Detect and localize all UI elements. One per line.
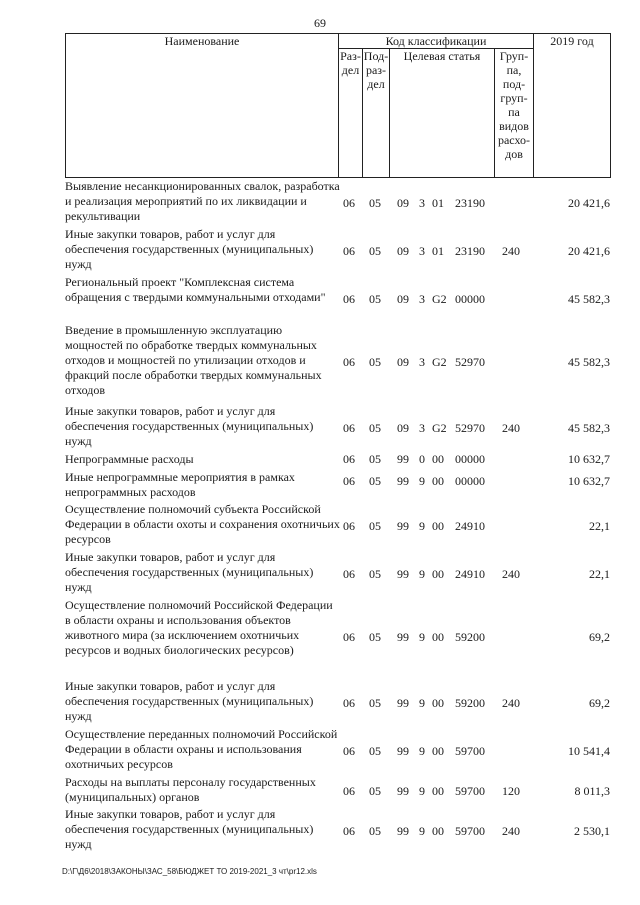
row-razdel: 06 — [343, 519, 355, 533]
header-code-cell — [338, 33, 534, 49]
row-podrazdel: 05 — [369, 630, 381, 644]
row-podrazdel: 05 — [369, 244, 381, 258]
header-group-line: видов — [499, 119, 529, 133]
row-razdel: 06 — [343, 292, 355, 306]
row-amount: 10 632,7 — [568, 474, 610, 488]
header-year-cell — [533, 33, 611, 178]
row-target-subprogram: 9 — [419, 630, 425, 644]
header-razdel-line: Раз- — [340, 49, 361, 63]
row-name: Иные закупки товаров, работ и услуг для обеспечения государственных (муниципальных) нужд — [65, 679, 314, 723]
row-target-event: 00 — [432, 630, 444, 644]
row-target-program: 99 — [397, 744, 409, 758]
header-podrazdel-line: раз- — [365, 63, 387, 77]
row-target-event: 00 — [432, 824, 444, 838]
row-target-event: 01 — [432, 244, 444, 258]
row-target-subprogram: 9 — [419, 474, 425, 488]
table-row — [0, 807, 640, 855]
row-target-direction: 24910 — [455, 519, 485, 533]
page-number: 69 — [314, 16, 326, 30]
row-amount: 22,1 — [589, 567, 610, 581]
table-row — [0, 470, 640, 502]
row-razdel: 06 — [343, 474, 355, 488]
table-row — [0, 275, 640, 323]
row-target-program: 09 — [397, 196, 409, 210]
row-podrazdel: 05 — [369, 196, 381, 210]
row-target-direction: 59200 — [455, 696, 485, 710]
row-target-subprogram: 0 — [419, 452, 425, 466]
row-target-program: 09 — [397, 421, 409, 435]
header-year: 2019 год — [550, 34, 594, 48]
row-amount: 20 421,6 — [568, 244, 610, 258]
header-name: Наименование — [164, 34, 240, 48]
table-row — [0, 775, 640, 807]
row-amount: 45 582,3 — [568, 292, 610, 306]
row-target-program: 99 — [397, 630, 409, 644]
row-amount: 2 530,1 — [574, 824, 610, 838]
row-podrazdel: 05 — [369, 355, 381, 369]
row-razdel: 06 — [343, 567, 355, 581]
row-target-program: 09 — [397, 292, 409, 306]
table-row — [0, 452, 640, 470]
row-name: Региональный проект "Комплексная система обращения с твердыми коммунальными отходами" — [65, 275, 326, 304]
row-target-event: 00 — [432, 744, 444, 758]
row-target-event: 00 — [432, 567, 444, 581]
row-target-event: 00 — [432, 474, 444, 488]
row-target-event: G2 — [432, 355, 447, 369]
row-name: Иные закупки товаров, работ и услуг для обеспечения государственных (муниципальных) нужд — [65, 227, 314, 271]
header-target: Целевая статья — [403, 49, 481, 63]
row-target-event: G2 — [432, 421, 447, 435]
header-group-line: под- — [502, 77, 526, 91]
row-razdel: 06 — [343, 696, 355, 710]
header-podrazdel-cell — [362, 48, 390, 178]
row-target-program: 99 — [397, 452, 409, 466]
row-target-direction: 52970 — [455, 355, 485, 369]
row-target-subprogram: 9 — [419, 696, 425, 710]
row-target-direction: 59700 — [455, 784, 485, 798]
row-target-direction: 00000 — [455, 474, 485, 488]
row-razdel: 06 — [343, 630, 355, 644]
row-podrazdel: 05 — [369, 474, 381, 488]
row-group: 240 — [502, 824, 520, 838]
row-razdel: 06 — [343, 784, 355, 798]
file-path-footer: D:\Г\Д6\2018\ЗАКОНЫ\ЗАС_58\БЮДЖЕТ ТО 2019-2021_3 чт\pr12.xls — [62, 867, 317, 876]
row-podrazdel: 05 — [369, 421, 381, 435]
row-target-program: 09 — [397, 244, 409, 258]
row-target-subprogram: 9 — [419, 824, 425, 838]
row-podrazdel: 05 — [369, 824, 381, 838]
row-razdel: 06 — [343, 421, 355, 435]
row-amount: 69,2 — [589, 630, 610, 644]
row-podrazdel: 05 — [369, 452, 381, 466]
row-amount: 22,1 — [589, 519, 610, 533]
row-target-subprogram: 9 — [419, 567, 425, 581]
row-name: Иные закупки товаров, работ и услуг для обеспечения государственных (муниципальных) нужд — [65, 404, 314, 448]
row-razdel: 06 — [343, 196, 355, 210]
row-razdel: 06 — [343, 452, 355, 466]
header-podrazdel-line: дел — [367, 77, 385, 91]
row-name: Осуществление полномочий субъекта Российской Федерации в области охоты и сохранения охотничьих ресурсов — [65, 502, 340, 546]
row-amount: 45 582,3 — [568, 355, 610, 369]
table-row — [0, 179, 640, 227]
table-row — [0, 404, 640, 452]
row-target-subprogram: 9 — [419, 784, 425, 798]
row-razdel: 06 — [343, 744, 355, 758]
table-row — [0, 550, 640, 598]
row-target-event: 00 — [432, 696, 444, 710]
table-row — [0, 727, 640, 775]
row-target-program: 99 — [397, 696, 409, 710]
row-podrazdel: 05 — [369, 567, 381, 581]
row-name: Иные непрограммные мероприятия в рамках непрограммных расходов — [65, 470, 295, 499]
row-name: Иные закупки товаров, работ и услуг для обеспечения государственных (муниципальных) нужд — [65, 550, 314, 594]
row-target-subprogram: 3 — [419, 421, 425, 435]
row-target-direction: 59700 — [455, 824, 485, 838]
table-row — [0, 598, 640, 678]
row-target-subprogram: 3 — [419, 292, 425, 306]
row-target-subprogram: 9 — [419, 519, 425, 533]
row-target-subprogram: 3 — [419, 244, 425, 258]
header-razdel-line: дел — [341, 63, 360, 77]
row-name: Расходы на выплаты персоналу государственных (муниципальных) органов — [65, 775, 316, 804]
row-group: 240 — [502, 567, 520, 581]
row-amount: 10 632,7 — [568, 452, 610, 466]
row-target-program: 99 — [397, 784, 409, 798]
header-group-line: груп- — [500, 91, 528, 105]
header-name-cell — [65, 33, 339, 178]
row-target-subprogram: 3 — [419, 355, 425, 369]
row-podrazdel: 05 — [369, 519, 381, 533]
row-target-program: 99 — [397, 474, 409, 488]
header-razdel-cell — [338, 48, 363, 178]
row-target-direction: 00000 — [455, 292, 485, 306]
row-name: Выявление несанкционированных свалок, разработка и реализация мероприятий по их ликвидации и рекультивации — [65, 179, 340, 223]
row-podrazdel: 05 — [369, 696, 381, 710]
row-target-direction: 59200 — [455, 630, 485, 644]
header-group-line: па, — [506, 63, 522, 77]
table-row — [0, 679, 640, 727]
row-target-event: 00 — [432, 452, 444, 466]
header-group-line: па — [508, 105, 520, 119]
row-target-direction: 23190 — [455, 196, 485, 210]
row-group: 240 — [502, 421, 520, 435]
header-group-line: дов — [505, 147, 523, 161]
row-podrazdel: 05 — [369, 784, 381, 798]
row-group: 240 — [502, 696, 520, 710]
header-group-cell — [494, 48, 534, 178]
row-target-direction: 23190 — [455, 244, 485, 258]
header-code: Код классификации — [385, 34, 487, 48]
row-razdel: 06 — [343, 824, 355, 838]
header-target-cell — [389, 48, 495, 178]
row-target-direction: 24910 — [455, 567, 485, 581]
row-target-program: 99 — [397, 567, 409, 581]
row-amount: 69,2 — [589, 696, 610, 710]
table-row — [0, 502, 640, 550]
row-target-program: 99 — [397, 519, 409, 533]
row-name: Непрограммные расходы — [65, 452, 194, 466]
row-target-event: 00 — [432, 784, 444, 798]
row-podrazdel: 05 — [369, 744, 381, 758]
row-group: 240 — [502, 244, 520, 258]
row-amount: 8 011,3 — [574, 784, 610, 798]
row-amount: 20 421,6 — [568, 196, 610, 210]
row-target-direction: 00000 — [455, 452, 485, 466]
row-name: Введение в промышленную эксплуатацию мощностей по обработке твердых коммунальных отходов и мощностей по утилизации отходов и фракций после обработки твердых коммунальных отходов — [65, 323, 322, 397]
row-target-event: 01 — [432, 196, 444, 210]
row-target-event: G2 — [432, 292, 447, 306]
row-target-program: 09 — [397, 355, 409, 369]
row-target-program: 99 — [397, 824, 409, 838]
row-razdel: 06 — [343, 355, 355, 369]
row-name: Иные закупки товаров, работ и услуг для обеспечения государственных (муниципальных) нужд — [65, 807, 314, 851]
row-target-event: 00 — [432, 519, 444, 533]
table-row — [0, 323, 640, 403]
row-razdel: 06 — [343, 244, 355, 258]
row-amount: 10 541,4 — [568, 744, 610, 758]
row-target-subprogram: 3 — [419, 196, 425, 210]
header-group-line: расхо- — [497, 133, 531, 147]
header-group-line: Груп- — [499, 49, 529, 63]
row-target-subprogram: 9 — [419, 744, 425, 758]
row-amount: 45 582,3 — [568, 421, 610, 435]
row-podrazdel: 05 — [369, 292, 381, 306]
row-name: Осуществление полномочий Российской Федерации в области охраны и использования объектов животного мира (за исключением охотничьих ресурсов и водных биологических ресурсов) — [65, 598, 333, 657]
header-podrazdel-line: Под- — [363, 49, 389, 63]
row-name: Осуществление переданных полномочий Российской Федерации в области охраны и использования охотничьих ресурсов — [65, 727, 338, 771]
row-target-direction: 52970 — [455, 421, 485, 435]
table-row — [0, 227, 640, 275]
row-group: 120 — [502, 784, 520, 798]
row-target-direction: 59700 — [455, 744, 485, 758]
